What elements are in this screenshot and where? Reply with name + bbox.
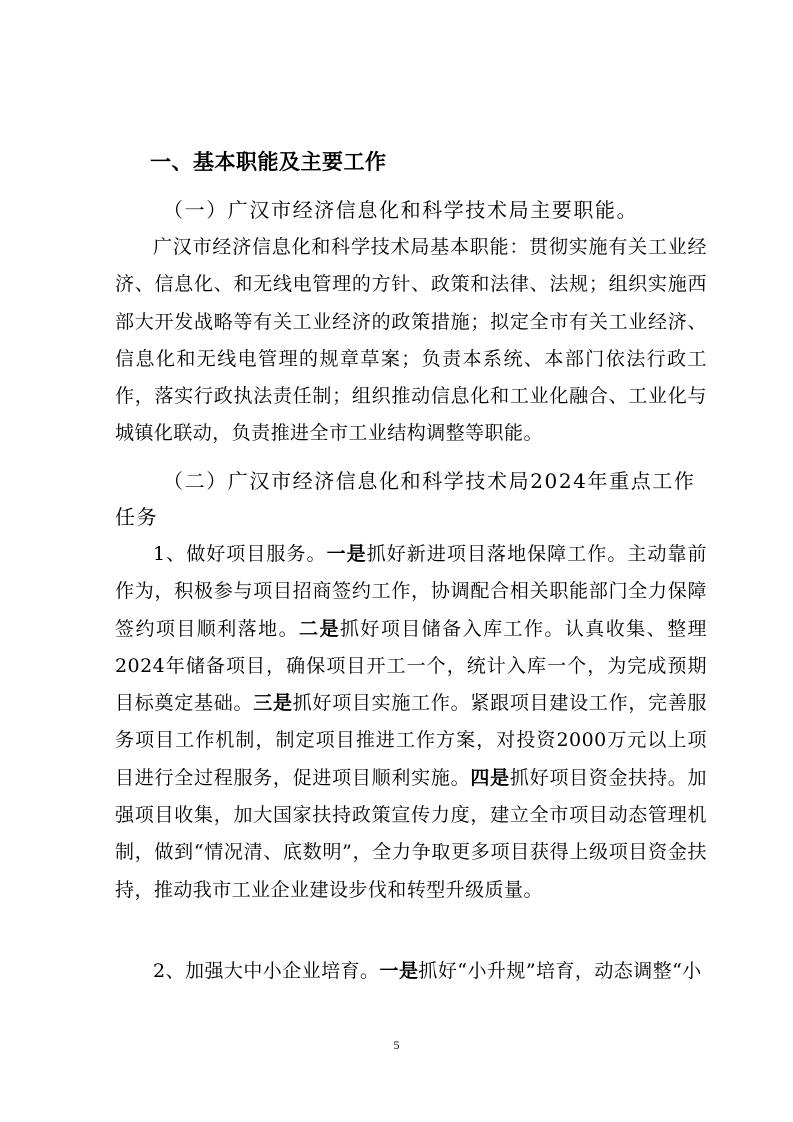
point-label: 二是 (299, 617, 340, 640)
paragraph-enterprise-cultivation (115, 953, 707, 990)
subsection-title-1: （一）广汉市经济信息化和科学技术局主要职能。 (163, 198, 639, 222)
point-text: 抓好项目实施工作。紧跟项目建设工作，完善服务项目工作机制，制定项目推进工作方案，对投资2000万元以上项目进行全过程服务，促进项目顺利实施。 (115, 692, 708, 789)
subsection-title-2: （二）广汉市经济信息化和科学技术局2024年重点工作任务 (115, 469, 696, 529)
paragraph-project-service (115, 536, 707, 909)
point-text: 抓好“小升规”培育，动态调整“小 (418, 960, 702, 982)
point-text: 抓好项目资金扶持。加强项目收集，加大国家扶持政策宣传力度，建立全市项目动态管理机制，做到“情况清、底数明”，全力争取更多项目获得上级项目资金扶持，推动我市工业企业建设步伐和转型升级质量。 (115, 766, 707, 901)
point-label: 四是 (470, 766, 510, 789)
point-text: 抓好项目储备入库工作。认真收集、整理2024年储备项目，确保项目开工一个，统计入库一个，为完成预期目标奠定基础。 (115, 617, 707, 715)
point-label: 三是 (253, 692, 293, 715)
paragraph-functions: 广汉市经济信息化和科学技术局基本职能：贯彻实施有关工业经济、信息化、和无线电管理的方针、政策和法律、法规；组织实施西部大开发战略等有关工业经济的政策措施；拟定全市有关工业经济、信息化和无线电管理的规章草案；负责本系统、本部门依法行政工作，落实行政执法责任制；组织推动信息化和工业化融合、工业化与城镇化联动，负责推进全市工业结构调整等职能。 (115, 236, 707, 445)
item-intro: 1、做好项目服务。 (153, 543, 327, 565)
point-label: 一是 (379, 960, 419, 982)
point-text: 抓好新进项目落地保障工作。主动靠前作为，积极参与项目招商签约工作，协调配合相关职能部门全力保障签约项目顺利落地。 (115, 543, 707, 640)
item-intro: 2、加强大中小企业培育。 (153, 960, 380, 982)
section-heading: 一、基本职能及主要工作 (150, 150, 387, 174)
point-label: 一是 (326, 543, 367, 565)
page-number: 5 (393, 1038, 400, 1052)
